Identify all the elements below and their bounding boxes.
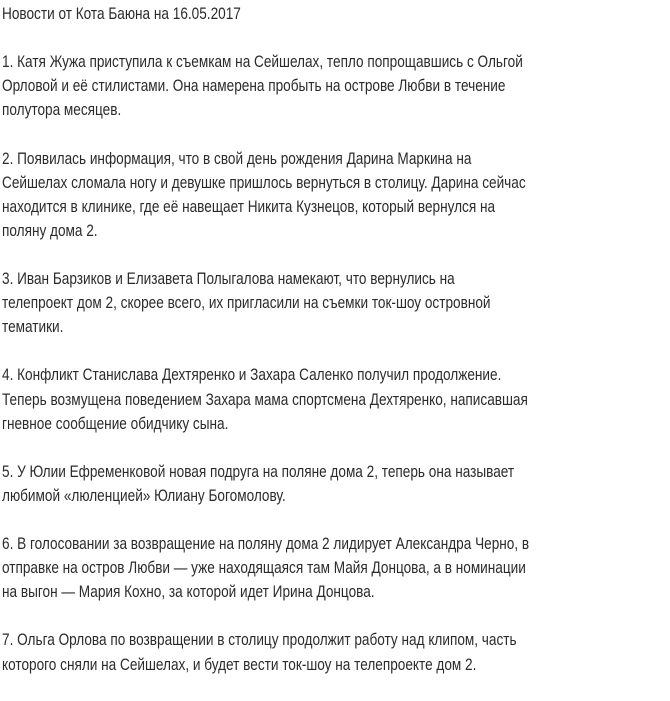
news-item-line: 3. Иван Барзиков и Елизавета Полыгалова намекают, что вернулись на bbox=[2, 270, 455, 289]
news-article bbox=[2, 2, 670, 701]
news-item-2 bbox=[2, 147, 670, 243]
news-item-line: на выгон — Мария Кохно, за которой идет Ирина Донцова. bbox=[2, 583, 375, 602]
news-item-line: отправке на остров Любви — уже находящаяся там Майя Донцова, а в номинации bbox=[2, 559, 526, 578]
news-item-5 bbox=[2, 460, 670, 508]
news-item-6 bbox=[2, 532, 670, 604]
article-title: Новости от Кота Баюна на 16.05.2017 bbox=[2, 5, 241, 23]
news-item-line: Орловой и её стилистами. Она намерена пробыть на острове Любви в течение bbox=[2, 77, 506, 96]
news-item-line: 4. Конфликт Станислава Дехтяренко и Захара Саленко получил продолжение. bbox=[2, 366, 502, 385]
news-item-line: тематики. bbox=[2, 318, 64, 337]
news-item-4 bbox=[2, 363, 670, 435]
news-item-line: Теперь возмущена поведением Захара мама спортсмена Дехтяренко, написавшая bbox=[2, 390, 528, 409]
news-item-7 bbox=[2, 628, 670, 676]
news-item-3 bbox=[2, 267, 670, 339]
news-item-line: 6. В голосовании за возвращение на поляну дома 2 лидирует Александра Черно, в bbox=[2, 535, 530, 554]
news-item-line: которого сняли на Сейшелах, и будет вести ток-шоу на телепроекте дом 2. bbox=[2, 655, 477, 674]
news-item-line: 2. Появилась информация, что в свой день рождения Дарина Маркина на bbox=[2, 149, 472, 168]
news-item-line: 5. У Юлии Ефременковой новая подруга на поляне дома 2, теперь она называет bbox=[2, 462, 515, 481]
news-item-line: любимой «люленцией» Юлиану Богомолову. bbox=[2, 486, 286, 505]
news-item-line: 1. Катя Жужа приступила к съемкам на Сейшелах, тепло попрощавшись с Ольгой bbox=[2, 53, 523, 72]
news-item-line: гневное сообщение обидчику сына. bbox=[2, 414, 229, 433]
news-item-line: поляну дома 2. bbox=[2, 221, 98, 240]
news-item-1 bbox=[2, 50, 670, 122]
news-item-line: телепроект дом 2, скорее всего, их пригласили на съемки ток-шоу островной bbox=[2, 294, 491, 313]
news-item-line: находится в клинике, где её навещает Никита Кузнецов, который вернулся на bbox=[2, 197, 496, 216]
news-item-line: Сейшелах сломала ногу и девушке пришлось вернуться в столицу. Дарина сейчас bbox=[2, 173, 526, 192]
news-item-line: полутора месяцев. bbox=[2, 101, 122, 120]
news-item-line: 7. Ольга Орлова по возвращении в столицу продолжит работу над клипом, часть bbox=[2, 631, 517, 650]
